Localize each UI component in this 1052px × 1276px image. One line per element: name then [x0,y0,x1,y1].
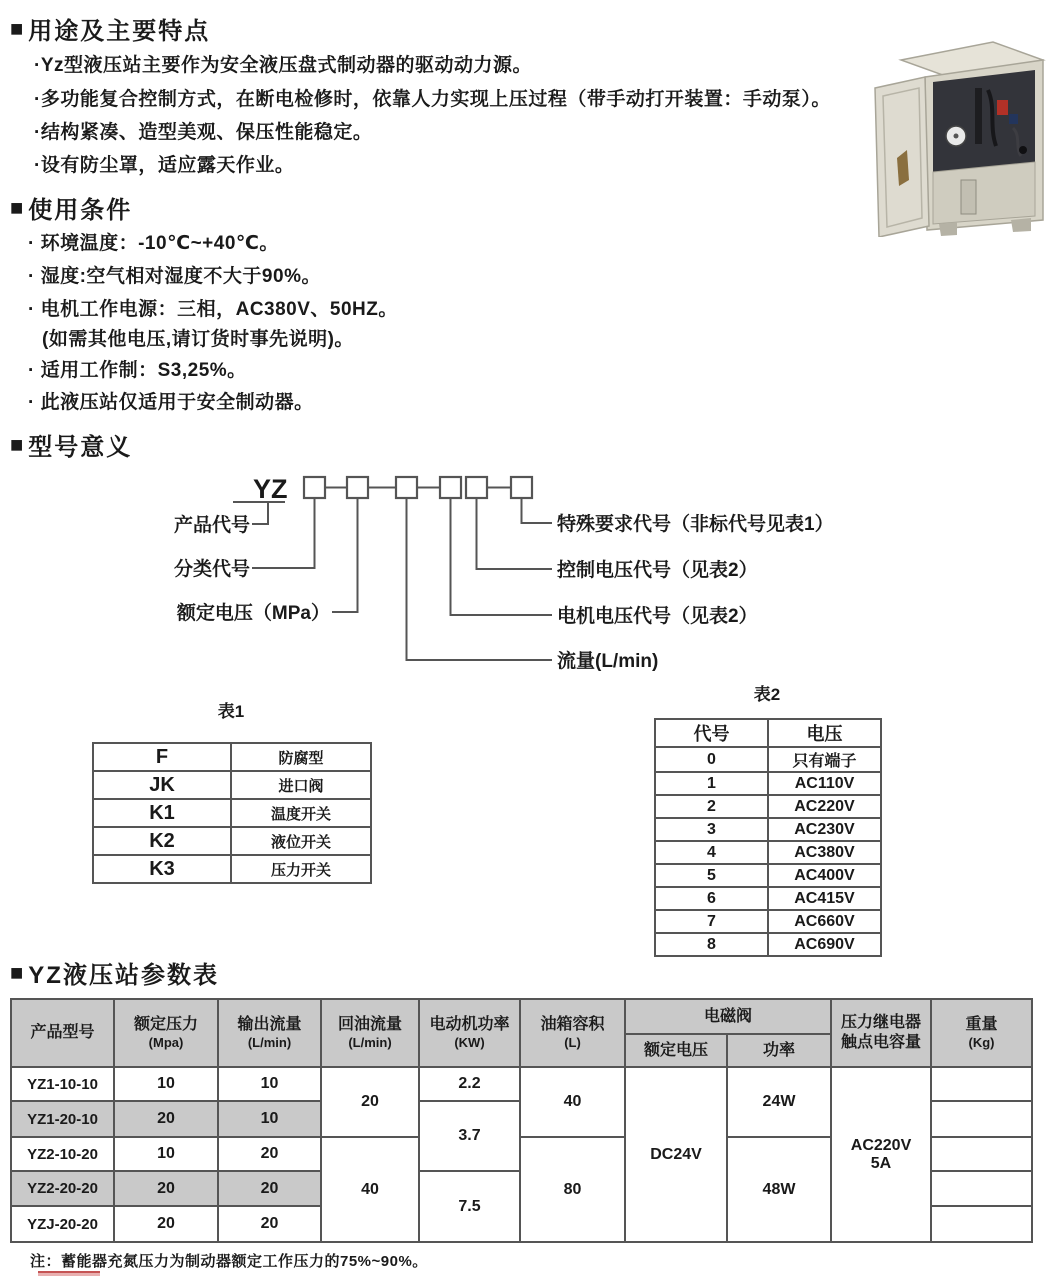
condition-bullet: · 湿度:空气相对湿度不大于90%。 [28,266,321,287]
table-header-row [11,999,1032,1034]
cell-desc: 进口阀 [231,771,371,799]
cell-code: 6 [655,887,768,910]
cell-code: 8 [655,933,768,956]
header-return-flow [321,999,419,1067]
table-row [655,772,881,795]
table1-title: 表1 [217,702,245,721]
header-weight [931,999,1032,1067]
cell-valve-voltage: DC24V [625,1067,727,1242]
model-box [396,477,417,498]
connector-special-code [522,498,553,523]
cell-desc: 液位开关 [231,827,371,855]
cell-voltage: 只有端子 [768,747,881,772]
product-photo [863,30,1052,237]
cabinet-leg [939,222,957,236]
cell-code: 4 [655,841,768,864]
table2 [654,718,882,957]
cell-code: K3 [93,855,231,883]
cell-pressure: 10 [114,1067,218,1101]
table-row [655,747,881,772]
header-unit: (Kg) [968,1034,995,1050]
header-unit: (Mpa) [148,1034,184,1050]
table-row [11,1067,1032,1101]
header-label: 重量 [965,1015,998,1033]
cell-motor-power: 3.7 [419,1101,520,1171]
cell-voltage: AC400V [768,864,881,887]
header-unit: (L/min) [348,1034,392,1050]
cell-pressure: 20 [114,1206,218,1242]
diagram-label-flow: 流量(L/min) [557,651,659,672]
section-marker-icon: ■ [10,959,26,985]
cell-valve-power: 48W [727,1137,831,1242]
table-row [93,827,371,855]
table-row [93,855,371,883]
model-box [511,477,532,498]
section-title-text: 用途及主要特点 [28,18,211,45]
header-solenoid-valve: 电磁阀 [625,999,831,1034]
header-motor-power [419,999,520,1067]
connector-class-code [252,498,315,568]
cell-voltage: AC220V [768,795,881,818]
cell-code: K2 [93,827,231,855]
cell-voltage: AC690V [768,933,881,956]
diagram-lines [233,488,552,661]
header-label: 电动机功率 [429,1015,510,1033]
cabinet-leg [1011,218,1031,232]
section-title-features [10,11,210,46]
red-valve-knob [997,100,1008,115]
header-valve-voltage: 额定电压 [625,1034,727,1067]
cell-weight-empty [931,1206,1032,1242]
header-pressure [114,999,218,1067]
section-title-text: YZ液压站参数表 [28,962,219,989]
section-title-text: 型号意义 [28,434,133,461]
cell-header: 代号 [655,719,768,747]
diagram-label-rated-pressure: 额定电压（MPa） [176,603,330,624]
table-row [655,910,881,933]
condition-bullet: · 电机工作电源：三相，AC380V、50HZ。 [28,299,398,320]
table-row [655,887,881,910]
header-label: 额定压力 [133,1015,198,1033]
header-label: 油箱容积 [540,1015,605,1033]
cell-voltage: AC230V [768,818,881,841]
cell-model: YZJ-20-20 [11,1206,114,1242]
header-label: 输出流量 [237,1015,302,1033]
cell-model: YZ2-10-20 [11,1137,114,1171]
gauge-center [954,134,959,139]
model-box [466,477,487,498]
cell-desc: 压力开关 [231,855,371,883]
diagram-label-class-code: 分类代号 [173,559,250,580]
cell-tank-volume: 40 [520,1067,625,1137]
table-row [93,799,371,827]
cell-motor-power: 7.5 [419,1171,520,1242]
table-row [655,841,881,864]
cell-voltage: AC380V [768,841,881,864]
relay-current: 5A [870,1154,892,1172]
table-row [655,933,881,956]
cell-return-flow: 20 [321,1067,419,1137]
blue-fitting [1009,114,1018,124]
cell-output-flow: 10 [218,1067,321,1101]
connector-motor-voltage [451,498,553,615]
header-valve-power: 功率 [727,1034,831,1067]
cell-code: 0 [655,747,768,772]
cell-relay [831,1067,931,1242]
level-gauge-plate [961,180,976,214]
table-row [655,795,881,818]
cell-code: 5 [655,864,768,887]
connector-control-voltage [477,498,553,569]
table-row [93,771,371,799]
section-title-model-meaning [10,427,132,462]
cell-voltage: AC415V [768,887,881,910]
cell-header: 电压 [768,719,881,747]
cropped-red-box [38,1271,100,1276]
table-row [93,743,371,771]
header-unit: (KW) [454,1034,485,1050]
condition-bullet: · 适用工作制：S3,25%。 [28,360,247,381]
cell-motor-power: 2.2 [419,1067,520,1101]
table-row [655,818,881,841]
section-marker-icon: ■ [10,15,26,41]
cell-output-flow: 20 [218,1206,321,1242]
section-title-text: 使用条件 [28,197,133,224]
connector-rated-pressure [332,498,358,612]
cell-voltage: AC110V [768,772,881,795]
cell-output-flow: 20 [218,1137,321,1171]
header-tank-volume [520,999,625,1067]
header-label: 触点电容量 [841,1034,922,1051]
header-label: 压力继电器 [841,1014,922,1031]
cell-weight-empty [931,1171,1032,1206]
cell-desc: 防腐型 [231,743,371,771]
table-row [655,864,881,887]
hand-pump-lever [975,88,982,144]
cell-code: 2 [655,795,768,818]
cell-code: 7 [655,910,768,933]
header-unit: (L/min) [247,1034,292,1050]
port [1019,146,1027,154]
cell-weight-empty [931,1067,1032,1101]
diagram-label-motor-voltage: 电机电压代号（见表2） [557,606,758,627]
cell-code: JK [93,771,231,799]
header-output-flow [218,999,321,1067]
condition-bullet: · 环境温度：-10℃~+40℃。 [28,233,279,254]
table1 [92,742,372,884]
param-table [10,998,1033,1243]
model-box [347,477,368,498]
model-prefix: YZ [253,474,288,504]
feature-bullet: ·多功能复合控制方式，在断电检修时，依靠人力实现上压过程（带手动打开装置：手动泵）。 [34,89,831,110]
condition-bullet: (如需其他电压,请订货时事先说明)。 [42,329,354,350]
cell-code: 1 [655,772,768,795]
cell-pressure: 10 [114,1137,218,1171]
model-box [304,477,325,498]
hydraulic-station-cabinet [875,42,1043,237]
feature-bullet: ·结构紧凑、造型美观、保压性能稳定。 [34,122,373,143]
cell-valve-power: 24W [727,1067,831,1137]
table-header-row [655,719,881,747]
diagram-label-special-code: 特殊要求代号（非标代号见表1） [557,514,834,535]
header-pressure-relay [831,999,931,1067]
cell-output-flow: 10 [218,1101,321,1137]
cell-weight-empty [931,1137,1032,1171]
cell-desc: 温度开关 [231,799,371,827]
section-title-conditions [10,190,132,225]
cell-model: YZ1-20-10 [11,1101,114,1137]
header-label: 回油流量 [337,1015,402,1033]
table2-title: 表2 [753,685,781,704]
cell-voltage: AC660V [768,910,881,933]
tank-front [933,162,1035,224]
connector-product-code [252,502,268,524]
cell-code: K1 [93,799,231,827]
cell-return-flow: 40 [321,1137,419,1242]
table-note: 注：蓄能器充氮压力为制动器额定工作压力的75%~90%。 [30,1253,428,1270]
cell-code: 3 [655,818,768,841]
cell-pressure: 20 [114,1101,218,1137]
cell-pressure: 20 [114,1171,218,1206]
header-unit: (L) [564,1034,581,1050]
header-model: 产品型号 [11,999,114,1067]
model-diagram [0,460,1052,685]
relay-voltage: AC220V [850,1136,912,1154]
cell-model: YZ1-10-10 [11,1067,114,1101]
section-marker-icon: ■ [10,194,26,220]
cell-tank-volume: 80 [520,1137,625,1242]
diagram-label-product-code: 产品代号 [173,515,250,536]
cell-weight-empty [931,1101,1032,1137]
cell-code: F [93,743,231,771]
cell-model: YZ2-20-20 [11,1171,114,1206]
diagram-label-control-voltage: 控制电压代号（见表2） [557,560,758,581]
feature-bullet: ·设有防尘罩，适应露天作业。 [34,155,295,176]
section-title-param-table [10,955,219,990]
feature-bullet: ·Yz型液压站主要作为安全液压盘式制动器的驱动动力源。 [34,55,533,76]
model-box [440,477,461,498]
condition-bullet: · 此液压站仅适用于安全制动器。 [28,392,314,413]
cell-output-flow: 20 [218,1171,321,1206]
section-marker-icon: ■ [10,431,26,457]
